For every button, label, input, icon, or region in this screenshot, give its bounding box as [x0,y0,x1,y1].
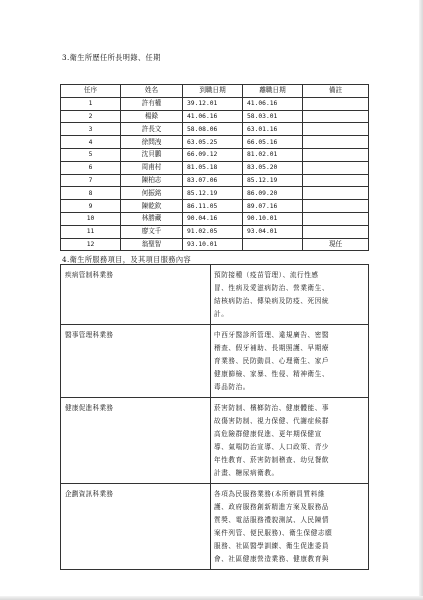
cell-end-date: 85.12.19 [243,174,303,187]
cell-order: 5 [61,148,121,161]
cell-remarks [303,225,369,238]
header-end-date: 離職日期 [243,85,303,98]
description-line: 計畫、糖尿病衛教。 [214,469,279,477]
cell-remarks [303,212,369,225]
cell-remarks [303,161,369,174]
cell-remarks [303,174,369,187]
description-line: 預防接種（疫苗管理）、流行性感 [214,271,319,279]
cell-end-date [243,238,303,251]
description-line: 育業務、民防動員、心理衛生、家戶 [214,357,330,365]
cell-order: 6 [61,161,121,174]
table-row [61,161,369,174]
cell-order: 9 [61,200,121,213]
service-description [211,484,369,570]
cell-remarks [303,123,369,136]
cell-name: 林勝藏 [121,212,183,225]
cell-remarks [303,200,369,213]
cell-start-date: 58.08.06 [183,123,243,136]
description-line: 年性教育、菸害防制稽查、幼兒餐飲 [214,456,330,464]
cell-name: 翁聖智 [121,238,183,251]
table-row [61,110,369,123]
cell-end-date: 86.09.20 [243,187,303,200]
service-category: 健康促進科業務 [61,398,211,484]
cell-remarks [303,187,369,200]
cell-start-date: 66.09.12 [183,148,243,161]
cell-name: 陳柏志 [121,174,183,187]
cell-start-date: 86.11.05 [183,200,243,213]
service-row [61,265,369,325]
description-line: 護、政府服務創新精進方案及服務品 [214,503,330,511]
description-line: 冒、性病及愛滋病防治、營業衛生、 [214,284,330,292]
page-edge-shadow-right [419,0,423,600]
cell-name: 何振銘 [121,187,183,200]
description-line: 故傷害防制、視力保健、代謝症候群 [214,417,330,425]
description-line: 高危險群健康促進、更年期保健宣 [214,430,322,438]
cell-end-date: 58.03.01 [243,110,303,123]
table-row [61,200,369,213]
cell-name: 廖文千 [121,225,183,238]
table-row [61,136,369,149]
cell-order: 11 [61,225,121,238]
services-table [60,264,369,570]
service-description [211,398,369,484]
description-line: 健康篩檢、家暴、性侵、精神衛生、 [214,370,330,378]
cell-end-date: 93.04.01 [243,225,303,238]
table-row [61,148,369,161]
cell-name: 陳乾欽 [121,200,183,213]
cell-order: 2 [61,110,121,123]
table-row [61,97,369,110]
cell-order: 7 [61,174,121,187]
cell-order: 12 [61,238,121,251]
cell-end-date: 66.05.16 [243,136,303,149]
directors-table-header [61,85,369,98]
cell-end-date: 83.05.20 [243,161,303,174]
service-row [61,398,369,484]
cell-name: 徐問洩 [121,136,183,149]
cell-start-date: 63.05.25 [183,136,243,149]
cell-end-date: 81.02.01 [243,148,303,161]
service-category: 醫事管理科業務 [61,325,211,398]
description-line: 計。 [214,310,229,318]
cell-start-date: 83.07.06 [183,174,243,187]
cell-start-date: 90.04.16 [183,212,243,225]
service-category: 企劃資訊科業務 [61,484,211,570]
cell-remarks: 現任 [303,238,369,251]
cell-order: 8 [61,187,121,200]
cell-name: 楊錄 [121,110,183,123]
cell-order: 1 [61,97,121,110]
cell-end-date: 41.06.16 [243,97,303,110]
cell-start-date: 41.06.16 [183,110,243,123]
cell-end-date: 89.07.16 [243,200,303,213]
cell-order: 3 [61,123,121,136]
description-line: 結核病防治、傳染病及防疫、死因統 [214,297,330,305]
description-line: 服務、社區醫學訓練、衛生促進委員 [214,542,330,550]
description-line: 案件列管、便民服務)、衛生保健志願 [214,529,333,537]
cell-order: 10 [61,212,121,225]
table-row [61,225,369,238]
table-row [61,174,369,187]
cell-name: 沈貝鵬 [121,148,183,161]
service-description [211,325,369,398]
description-line: 導、氣喘防治宣導、人口政策、青少 [214,443,330,451]
cell-start-date: 93.10.01 [183,238,243,251]
cell-remarks [303,136,369,149]
description-line: 中西牙醫診所管理、違規廣告、密醫 [214,331,330,339]
table-row [61,238,369,251]
service-description [211,265,369,325]
service-category: 疾病管制科業務 [61,265,211,325]
cell-remarks [303,97,369,110]
description-line: 各項為民服務業務(本所辦員質料維 [214,490,326,498]
cell-start-date: 81.05.18 [183,161,243,174]
description-line: 質獎、電話服務禮貌測試、人民陳情 [214,516,330,524]
cell-end-date: 90.10.01 [243,212,303,225]
cell-name: 許長文 [121,123,183,136]
cell-name: 許有權 [121,97,183,110]
header-order: 任序 [61,85,121,98]
cell-start-date: 39.12.01 [183,97,243,110]
header-remarks: 備註 [303,85,369,98]
page-edge-shadow-bottom [0,596,423,600]
service-row [61,325,369,398]
cell-start-date: 85.12.19 [183,187,243,200]
description-line: 稽查、假牙補助、長期照護、早期療 [214,344,330,352]
section3-title: 3.衛生所歷任所長明錄、任期 [62,53,161,62]
description-line: 會、社區健康營造業務、健康教育與 [214,555,330,563]
cell-start-date: 91.02.05 [183,225,243,238]
cell-remarks [303,110,369,123]
description-line: 菸害防制、檳榔防治、健康體能、事 [214,404,330,412]
service-row [61,484,369,570]
table-row [61,123,369,136]
section4-title: 4.衛生所服務項目，及其項目服務內容 [62,255,192,264]
cell-order: 4 [61,136,121,149]
description-line: 毒品防治。 [214,383,250,391]
cell-remarks [303,148,369,161]
cell-name: 周甫村 [121,161,183,174]
directors-table [60,84,369,251]
table-row [61,187,369,200]
table-row [61,212,369,225]
cell-end-date: 63.01.16 [243,123,303,136]
header-name: 姓名 [121,85,183,98]
header-start-date: 到職日期 [183,85,243,98]
